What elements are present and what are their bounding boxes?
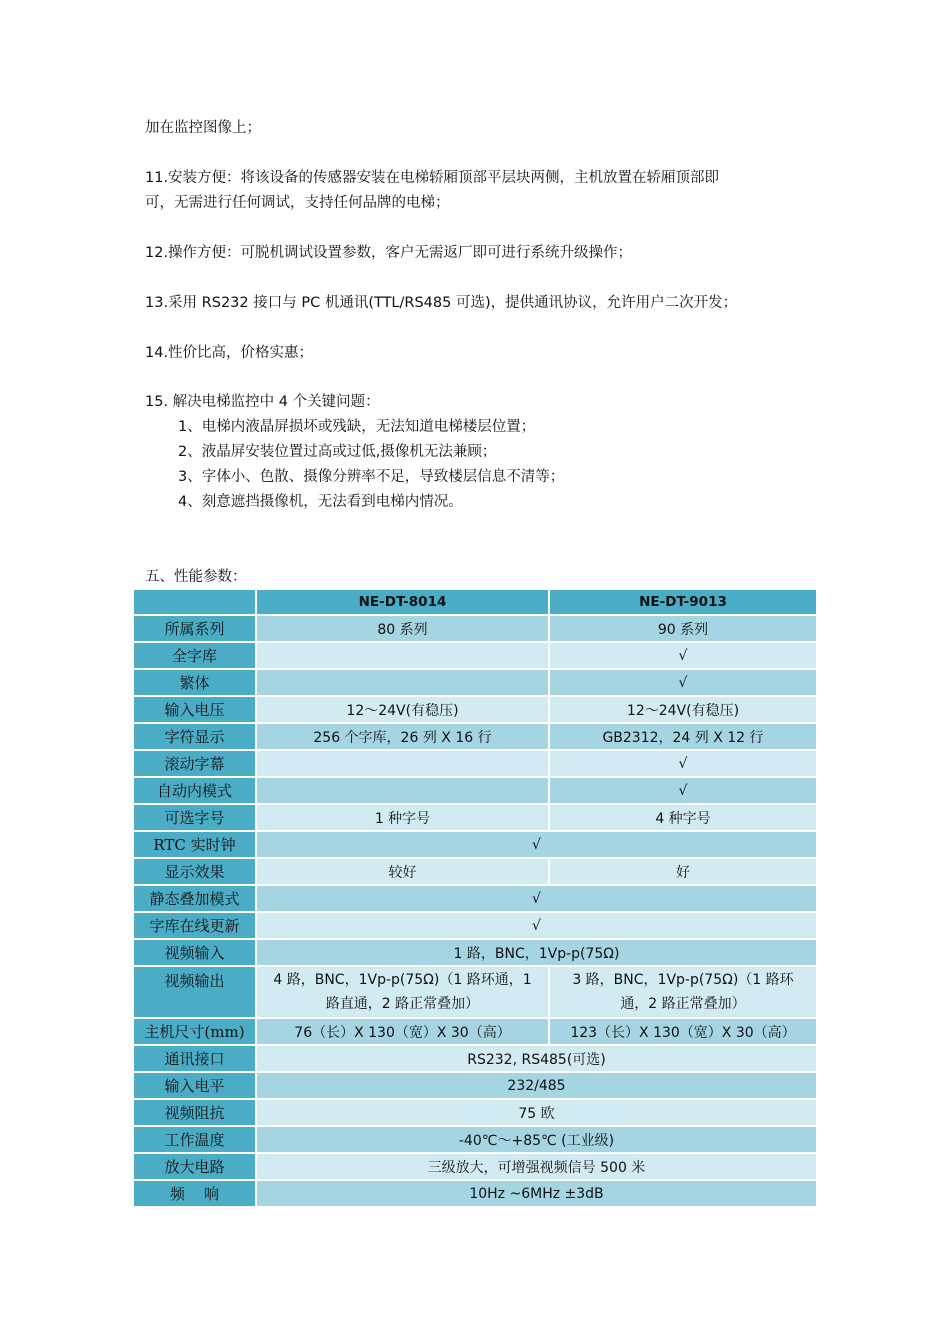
cell-8014: 12～24V(有稳压) bbox=[257, 697, 548, 722]
row-label: 视频阻抗 bbox=[134, 1100, 255, 1125]
row-label: 可选字号 bbox=[134, 805, 255, 830]
cell-9013 bbox=[550, 967, 816, 1017]
issue-item: 4、刻意遮挡摄像机，无法看到电梯内情况。 bbox=[178, 494, 463, 510]
row-label: 主机尺寸(mm) bbox=[134, 1019, 255, 1044]
cell-8014: 256 个字库，26 列 X 16 行 bbox=[257, 724, 548, 749]
table-row bbox=[134, 1046, 816, 1071]
table-row bbox=[134, 1073, 816, 1098]
cell-span: RS232, RS485(可选) bbox=[257, 1046, 816, 1071]
row-label: 全字库 bbox=[134, 643, 255, 668]
issue-item: 2、液晶屏安装位置过高或过低,摄像机无法兼顾； bbox=[178, 444, 497, 460]
cell-9013: 90 系列 bbox=[550, 616, 816, 641]
cell-9013: √ bbox=[550, 778, 816, 803]
row-label: 视频输入 bbox=[134, 940, 255, 965]
row-label: 字库在线更新 bbox=[134, 913, 255, 938]
cell-span: 1 路，BNC，1Vp-p(75Ω) bbox=[257, 940, 816, 965]
table-row bbox=[134, 1181, 816, 1206]
cell-9013: 12～24V(有稳压) bbox=[550, 697, 816, 722]
cell-8014 bbox=[257, 643, 548, 668]
cell-line: 路直通，2 路正常叠加） bbox=[325, 996, 480, 1012]
cell-span: 10Hz ~6MHz ±3dB bbox=[257, 1181, 816, 1206]
row-label: 繁体 bbox=[134, 670, 255, 695]
cell-span: √ bbox=[257, 886, 816, 911]
cell-span: √ bbox=[257, 832, 816, 857]
row-label: RTC 实时钟 bbox=[134, 832, 255, 857]
row-label: 字符显示 bbox=[134, 724, 255, 749]
cell-span: 三级放大，可增强视频信号 500 米 bbox=[257, 1154, 816, 1179]
row-label: 静态叠加模式 bbox=[134, 886, 255, 911]
paragraph-item-11: 11.安装方便：将该设备的传感器安装在电梯轿厢顶部平层块两侧，主机放置在轿厢顶部即 bbox=[145, 170, 720, 186]
row-label: 频 响 bbox=[134, 1181, 255, 1206]
row-label: 自动内模式 bbox=[134, 778, 255, 803]
cell-9013: √ bbox=[550, 751, 816, 776]
cell-line: 3 路，BNC，1Vp-p(75Ω)（1 路环 bbox=[572, 972, 794, 988]
paragraph-item-15: 15. 解决电梯监控中 4 个关键问题： bbox=[145, 394, 380, 410]
issue-item: 1、电梯内液晶屏损坏或残缺，无法知道电梯楼层位置； bbox=[178, 419, 536, 435]
row-label: 输入电平 bbox=[134, 1073, 255, 1098]
paragraph-item-13: 13.采用 RS232 接口与 PC 机通讯(TTL/RS485 可选)，提供通讯协议，允许用户二次开发； bbox=[145, 295, 738, 311]
cell-9013: 4 种字号 bbox=[550, 805, 816, 830]
row-label: 所属系列 bbox=[134, 616, 255, 641]
cell-span: √ bbox=[257, 913, 816, 938]
cell-8014: 较好 bbox=[257, 859, 548, 884]
cell-8014 bbox=[257, 670, 548, 695]
cell-8014 bbox=[257, 967, 548, 1017]
row-label: 通讯接口 bbox=[134, 1046, 255, 1071]
table-row bbox=[134, 886, 816, 911]
paragraph-item-14: 14.性价比高，价格实惠； bbox=[145, 345, 314, 361]
cell-8014: 1 种字号 bbox=[257, 805, 548, 830]
cell-9013: √ bbox=[550, 670, 816, 695]
row-label: 视频输出 bbox=[134, 967, 255, 1017]
table-row bbox=[134, 616, 816, 641]
cell-8014 bbox=[257, 778, 548, 803]
cell-span: 232/485 bbox=[257, 1073, 816, 1098]
table-row bbox=[134, 1127, 816, 1152]
cell-9013: 123（长）X 130（宽）X 30（高） bbox=[550, 1019, 816, 1044]
cell-9013: 好 bbox=[550, 859, 816, 884]
row-label: 输入电压 bbox=[134, 697, 255, 722]
table-row bbox=[134, 697, 816, 722]
issue-item: 3、字体小、色散、摄像分辨率不足，导致楼层信息不清等； bbox=[178, 469, 565, 485]
table-row bbox=[134, 778, 816, 803]
table-row bbox=[134, 724, 816, 749]
model-header-8014: NE-DT-8014 bbox=[257, 590, 548, 614]
cell-8014: 80 系列 bbox=[257, 616, 548, 641]
row-label: 放大电路 bbox=[134, 1154, 255, 1179]
table-row bbox=[134, 967, 816, 1017]
cell-span: -40℃～+85℃ (工业级) bbox=[257, 1127, 816, 1152]
table-row bbox=[134, 859, 816, 884]
cell-line: 通，2 路正常叠加） bbox=[620, 996, 746, 1012]
section-heading: 五、性能参数： bbox=[145, 569, 247, 585]
table-header-row bbox=[134, 590, 816, 614]
cell-8014: 76（长）X 130（宽）X 30（高） bbox=[257, 1019, 548, 1044]
paragraph-text: 加在监控图像上； bbox=[145, 120, 261, 136]
paragraph-item-11-cont: 可，无需进行任何调试，支持任何品牌的电梯； bbox=[145, 195, 450, 211]
table-row bbox=[134, 751, 816, 776]
row-label: 滚动字幕 bbox=[134, 751, 255, 776]
cell-9013: GB2312，24 列 X 12 行 bbox=[550, 724, 816, 749]
cell-span: 75 欧 bbox=[257, 1100, 816, 1125]
table-row bbox=[134, 1154, 816, 1179]
table-row bbox=[134, 670, 816, 695]
table-row bbox=[134, 913, 816, 938]
table-row bbox=[134, 1100, 816, 1125]
paragraph-item-12: 12.操作方便：可脱机调试设置参数，客户无需返厂即可进行系统升级操作； bbox=[145, 245, 633, 261]
cell-line: 4 路，BNC，1Vp-p(75Ω)（1 路环通，1 bbox=[273, 972, 532, 988]
table-row bbox=[134, 643, 816, 668]
table-row bbox=[134, 832, 816, 857]
table-row bbox=[134, 1019, 816, 1044]
cell-8014 bbox=[257, 751, 548, 776]
spec-table bbox=[132, 588, 818, 1208]
cell-9013: √ bbox=[550, 643, 816, 668]
header-blank-cell bbox=[134, 590, 255, 614]
table-row bbox=[134, 805, 816, 830]
table-row bbox=[134, 940, 816, 965]
model-header-9013: NE-DT-9013 bbox=[550, 590, 816, 614]
row-label: 工作温度 bbox=[134, 1127, 255, 1152]
row-label: 显示效果 bbox=[134, 859, 255, 884]
